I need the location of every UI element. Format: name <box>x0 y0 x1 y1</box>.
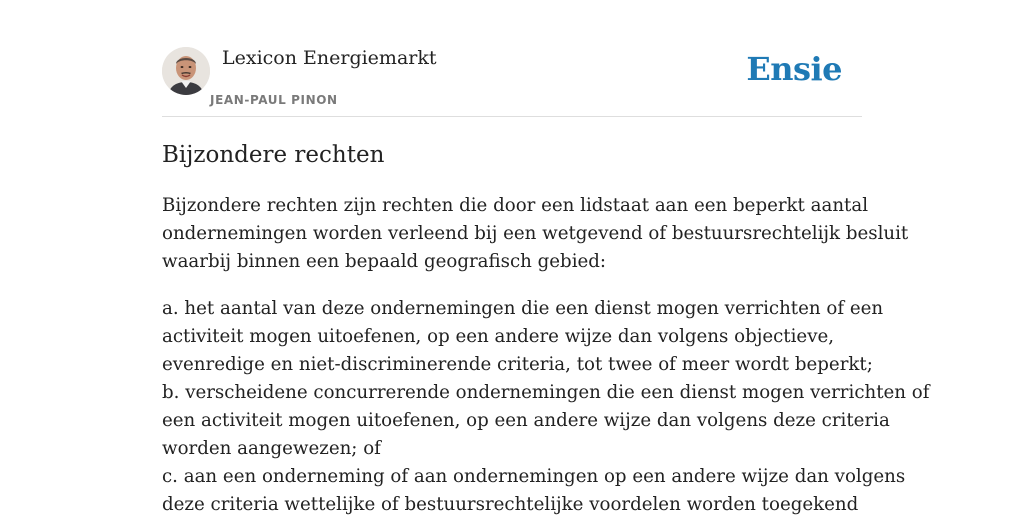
intro-line: ondernemingen worden verleend bij een wetgevend of bestuursrechtelijk besluit <box>162 223 909 244</box>
list-line: een activiteit mogen uitoefenen, op een andere wijze dan volgens deze criteria <box>162 410 890 431</box>
list-line: evenredige en niet-discriminerende criteria, tot twee of meer wordt beperkt; <box>162 354 873 375</box>
author-name[interactable]: JEAN-PAUL PINON <box>210 93 338 107</box>
entry-header <box>162 0 862 117</box>
entry-card <box>162 0 930 515</box>
entry-title: Bijzondere rechten <box>162 142 385 168</box>
list-line: a. het aantal van deze ondernemingen die een dienst mogen verrichten of een <box>162 298 884 319</box>
list-line: c. aan een onderneming of aan ondernemingen op een andere wijze dan volgens <box>162 466 906 487</box>
list-line: b. verscheidene concurrerende ondernemingen die een dienst mogen verrichten of <box>162 382 930 403</box>
list-line: worden aangewezen; of <box>162 438 381 459</box>
entry-body <box>162 192 930 519</box>
list-line: deze criteria wettelijke of bestuursrechtelijke voordelen worden toegekend <box>162 494 859 515</box>
author-avatar[interactable] <box>162 47 210 95</box>
intro-line: Bijzondere rechten zijn rechten die door een lidstaat aan een beperkt aantal <box>162 195 869 216</box>
book-title[interactable]: Lexicon Energiemarkt <box>222 47 437 69</box>
intro-line: waarbij binnen een bepaald geografisch gebied: <box>162 251 607 272</box>
list-line: activiteit mogen uitoefenen, op een andere wijze dan volgens objectieve, <box>162 326 835 347</box>
ensie-logo[interactable]: Ensie <box>746 50 842 88</box>
author-portrait-icon <box>162 47 210 95</box>
